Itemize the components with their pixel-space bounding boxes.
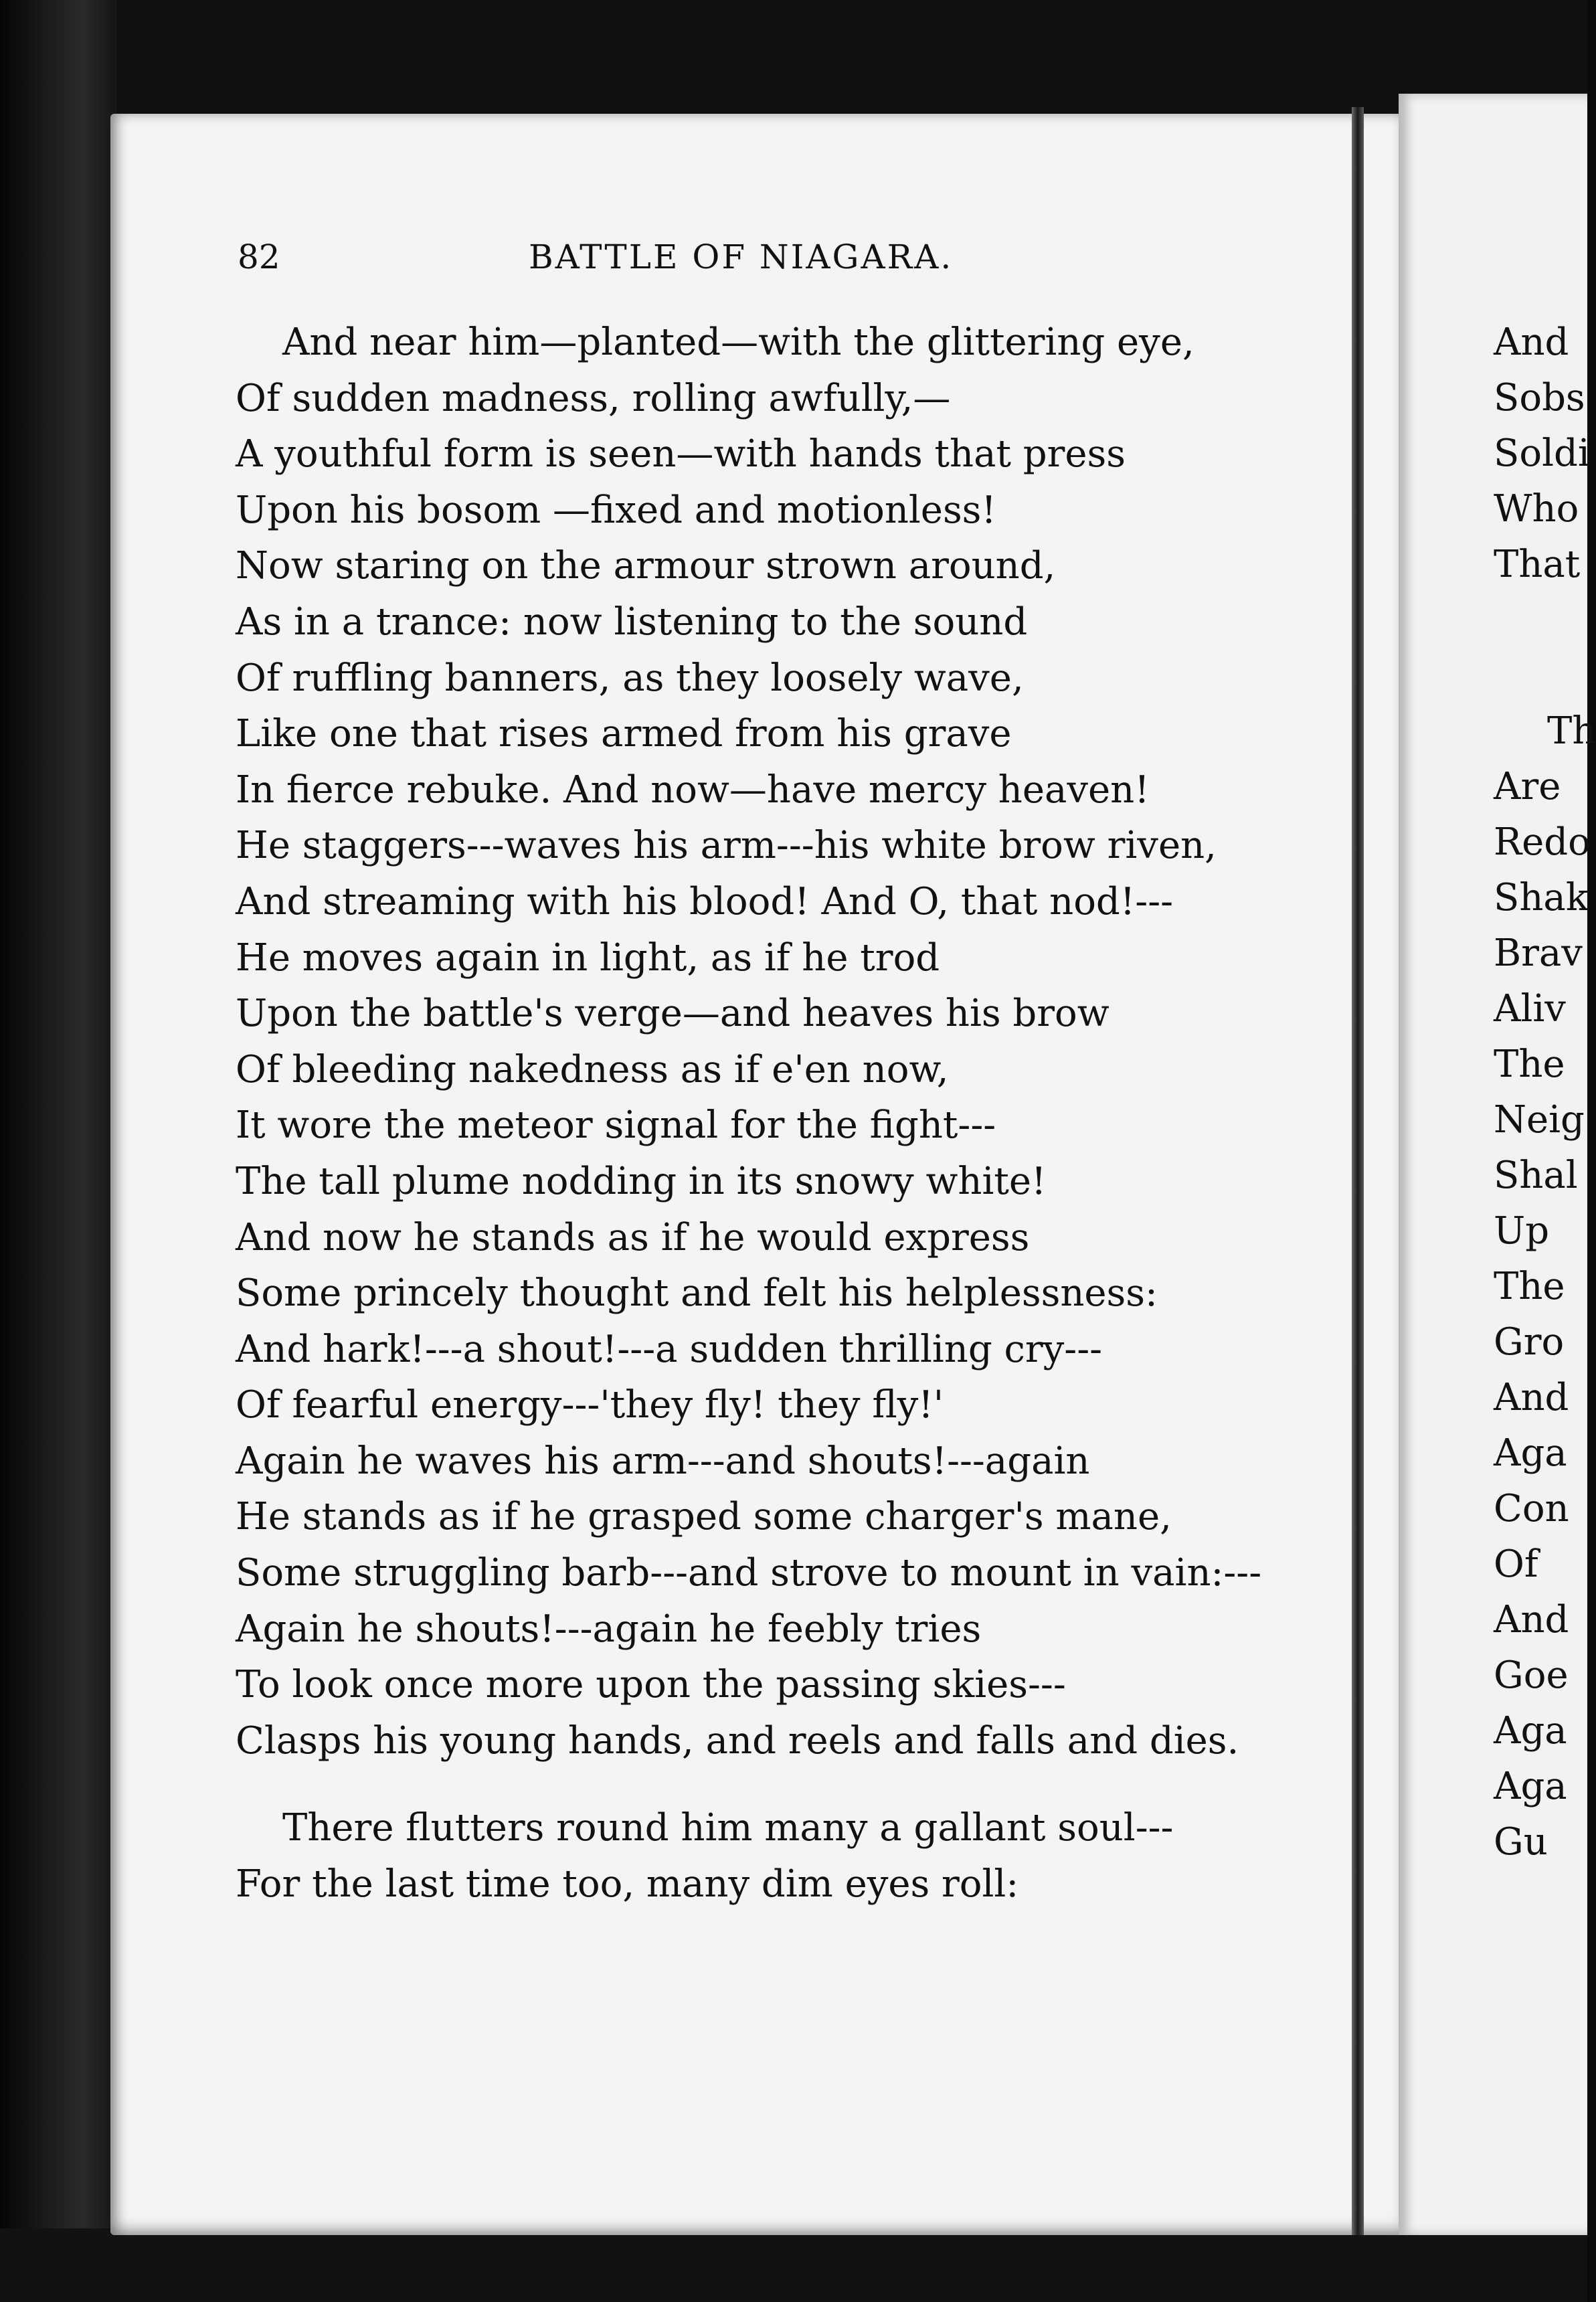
poem-line: Upon his bosom —fixed and motionless! (236, 488, 996, 532)
facing-line-gap (1494, 592, 1596, 648)
facing-line: Up (1494, 1209, 1550, 1253)
facing-line: And (1494, 321, 1569, 364)
poem-line: It wore the meteor signal for the fight--- (236, 1103, 996, 1148)
scan-top-edge (0, 0, 1587, 127)
facing-line: Of (1494, 1542, 1538, 1586)
running-head: BATTLE OF NIAGARA. (529, 238, 954, 276)
page-number: 82 (238, 238, 280, 276)
poem-line: Of ruffling banners, as they loosely wave, (236, 656, 1024, 700)
poem-line: Of bleeding nakedness as if e'en now, (236, 1047, 949, 1091)
poem-line: A youthful form is seen—with hands that press (236, 432, 1126, 476)
poem-line: He staggers---waves his arm---his white brow riven, (236, 824, 1217, 868)
poem-line: And hark!---a shout!---a sudden thrilling cry--- (236, 1327, 1103, 1371)
poem-line: For the last time too, many dim eyes roll: (236, 1862, 1019, 1906)
facing-line: And (1494, 1376, 1569, 1419)
poem-line: There flutters round him many a gallant soul--- (282, 1806, 1174, 1850)
facing-line: Shal (1494, 1154, 1578, 1197)
facing-line: Shak (1494, 876, 1589, 919)
poem-line: He stands as if he grasped some charger's mane, (236, 1495, 1172, 1539)
poem-line: The tall plume nodding in its snowy white! (236, 1159, 1047, 1203)
poem-line: Clasps his young hands, and reels and falls and dies. (236, 1718, 1239, 1763)
facing-line: Th (1547, 709, 1596, 753)
poem-line: Some struggling barb---and strove to mount in vain:--- (236, 1551, 1262, 1595)
facing-line: Aga (1494, 1709, 1567, 1753)
facing-line: Aga (1494, 1765, 1567, 1808)
page-gutter (1352, 107, 1364, 2235)
poem-line: He moves again in light, as if he trod (236, 936, 940, 980)
poem-line: In fierce rebuke. And now—have mercy heaven! (236, 768, 1150, 812)
facing-line: Who (1494, 487, 1579, 531)
facing-line: Brav (1494, 932, 1583, 975)
facing-line: The (1494, 1265, 1565, 1308)
facing-line: Goe (1494, 1654, 1569, 1697)
poem-line: Again he shouts!---again he feebly tries (236, 1607, 982, 1651)
poem-line: And streaming with his blood! And O, that nod!--- (236, 879, 1174, 923)
book-binding-edge (0, 0, 117, 2302)
facing-line: Sobs (1494, 376, 1585, 420)
poem-line: As in a trance: now listening to the sound (236, 600, 1028, 644)
poem-line: Upon the battle's verge—and heaves his brow (236, 992, 1110, 1036)
poem-line: Like one that rises armed from his grave (236, 712, 1012, 756)
poem-line: To look once more upon the passing skies--- (236, 1663, 1066, 1707)
facing-line: And (1494, 1598, 1569, 1642)
facing-line: Redo (1494, 820, 1591, 864)
poem-line: Now staring on the armour strown around, (236, 544, 1056, 588)
facing-line: Soldi (1494, 432, 1590, 475)
scan-bottom-edge (0, 2228, 1587, 2302)
facing-page-text (1494, 315, 1596, 1870)
poem-line: Of fearful energy---'they fly! they fly!' (236, 1383, 944, 1427)
poem-line: Some princely thought and felt his helplessness: (236, 1271, 1158, 1316)
facing-line: Gu (1494, 1820, 1548, 1864)
poem-stanza-one (236, 315, 1261, 1769)
poem-line: And near him—planted—with the glittering eye, (282, 321, 1194, 364)
facing-line-gap (1494, 648, 1596, 703)
facing-line: Neig (1494, 1098, 1585, 1142)
poem-line: Again he waves his arm---and shouts!---again (236, 1439, 1090, 1483)
poem-line: Of sudden madness, rolling awfully,— (236, 376, 951, 420)
facing-line: Con (1494, 1487, 1569, 1530)
facing-line: That (1494, 543, 1581, 586)
poem-stanza-two (236, 1800, 1173, 1912)
facing-line: Aga (1494, 1431, 1567, 1475)
facing-line: Aliv (1494, 987, 1566, 1031)
facing-line: Gro (1494, 1320, 1565, 1364)
facing-line: The (1494, 1043, 1565, 1086)
poem-line: And now he stands as if he would express (236, 1215, 1030, 1259)
facing-line: Are (1494, 765, 1561, 808)
